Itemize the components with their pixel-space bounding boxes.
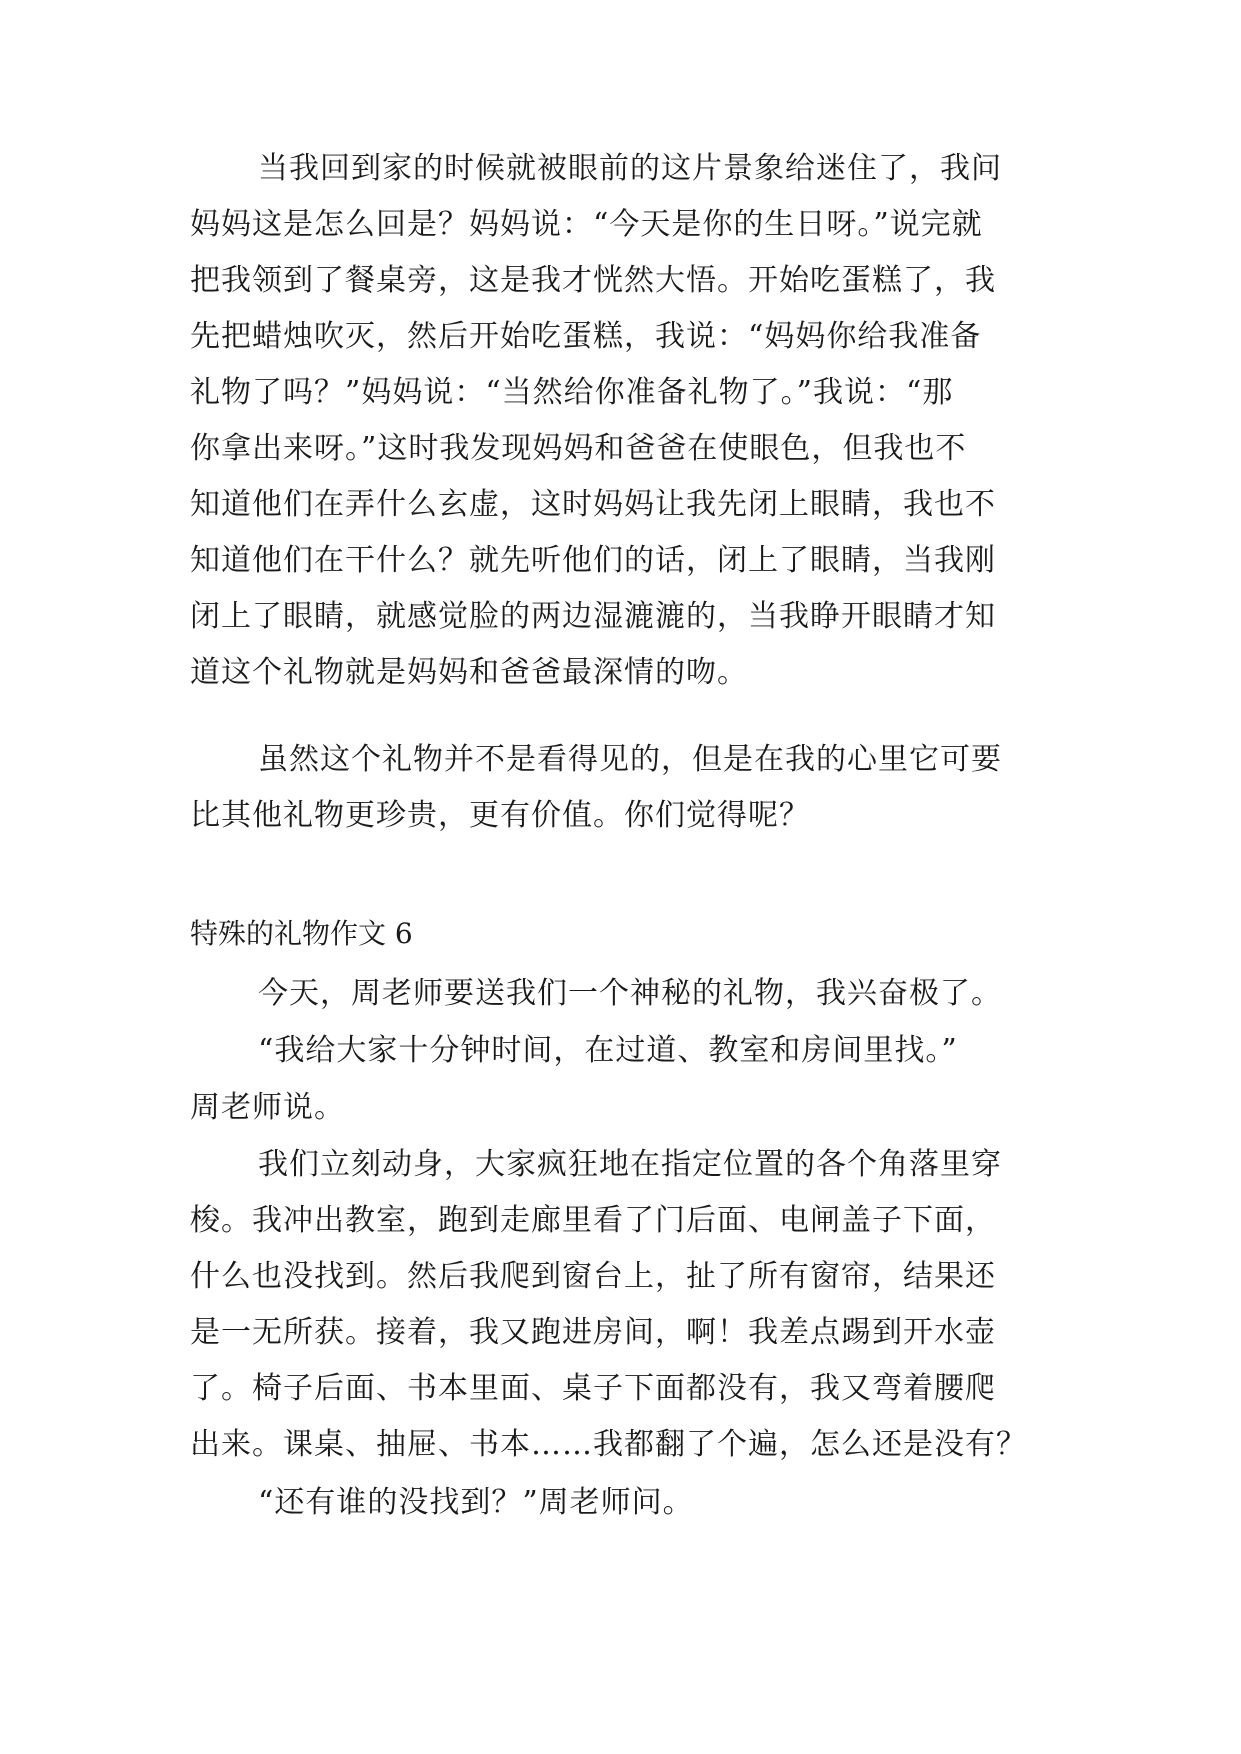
text-line: 礼物了吗？”妈妈说：“当然给你准备礼物了。”我说：“那 bbox=[190, 375, 954, 410]
text-line: 知道他们在干什么？就先听他们的话，闭上了眼睛，当我刚 bbox=[190, 543, 996, 578]
text-line: 今天，周老师要送我们一个神秘的礼物，我兴奋极了。 bbox=[258, 976, 1002, 1011]
text-line: 什么也没找到。然后我爬到窗台上，扯了所有窗帘，结果还 bbox=[190, 1259, 996, 1294]
text-line: 把我领到了餐桌旁，这是我才恍然大悟。开始吃蛋糕了，我 bbox=[190, 263, 996, 298]
section-title: 特殊的礼物作文 6 bbox=[190, 917, 413, 950]
text-line: 知道他们在弄什么玄虚，这时妈妈让我先闭上眼睛，我也不 bbox=[190, 487, 996, 522]
text-line: 你拿出来呀。”这时我发现妈妈和爸爸在使眼色，但我也不 bbox=[190, 431, 967, 466]
text-line: 先把蜡烛吹灭，然后开始吃蛋糕，我说：“妈妈你给我准备 bbox=[190, 319, 982, 354]
text-line: 比其他礼物更珍贵，更有价值。你们觉得呢？ bbox=[190, 798, 810, 833]
text-line: 当我回到家的时候就被眼前的这片景象给迷住了，我问 bbox=[258, 151, 1002, 186]
text-line: 周老师说。 bbox=[190, 1090, 345, 1125]
text-line: “我给大家十分钟时间，在过道、教室和房间里找。” bbox=[258, 1033, 958, 1068]
text-line: 我们立刻动身，大家疯狂地在指定位置的各个角落里穿 bbox=[258, 1147, 1002, 1182]
text-line: 闭上了眼睛，就感觉脸的两边湿漉漉的，当我睁开眼睛才知 bbox=[190, 599, 996, 634]
text-line: 出来。课桌、抽屉、书本……我都翻了个遍，怎么还是没有？ bbox=[190, 1427, 1027, 1462]
text-line: 梭。我冲出教室，跑到走廊里看了门后面、电闸盖子下面， bbox=[190, 1203, 996, 1238]
text-line: 虽然这个礼物并不是看得见的，但是在我的心里它可要 bbox=[258, 742, 1002, 777]
text-line: 道这个礼物就是妈妈和爸爸最深情的吻。 bbox=[190, 655, 748, 690]
text-line: “还有谁的没找到？”周老师问。 bbox=[258, 1485, 694, 1520]
text-line: 是一无所获。接着，我又跑进房间，啊！我差点踢到开水壶 bbox=[190, 1315, 996, 1350]
text-line: 妈妈这是怎么回是？妈妈说：“今天是你的生日呀。”说完就 bbox=[190, 207, 983, 242]
text-line: 了。椅子后面、书本里面、桌子下面都没有，我又弯着腰爬 bbox=[190, 1371, 996, 1406]
